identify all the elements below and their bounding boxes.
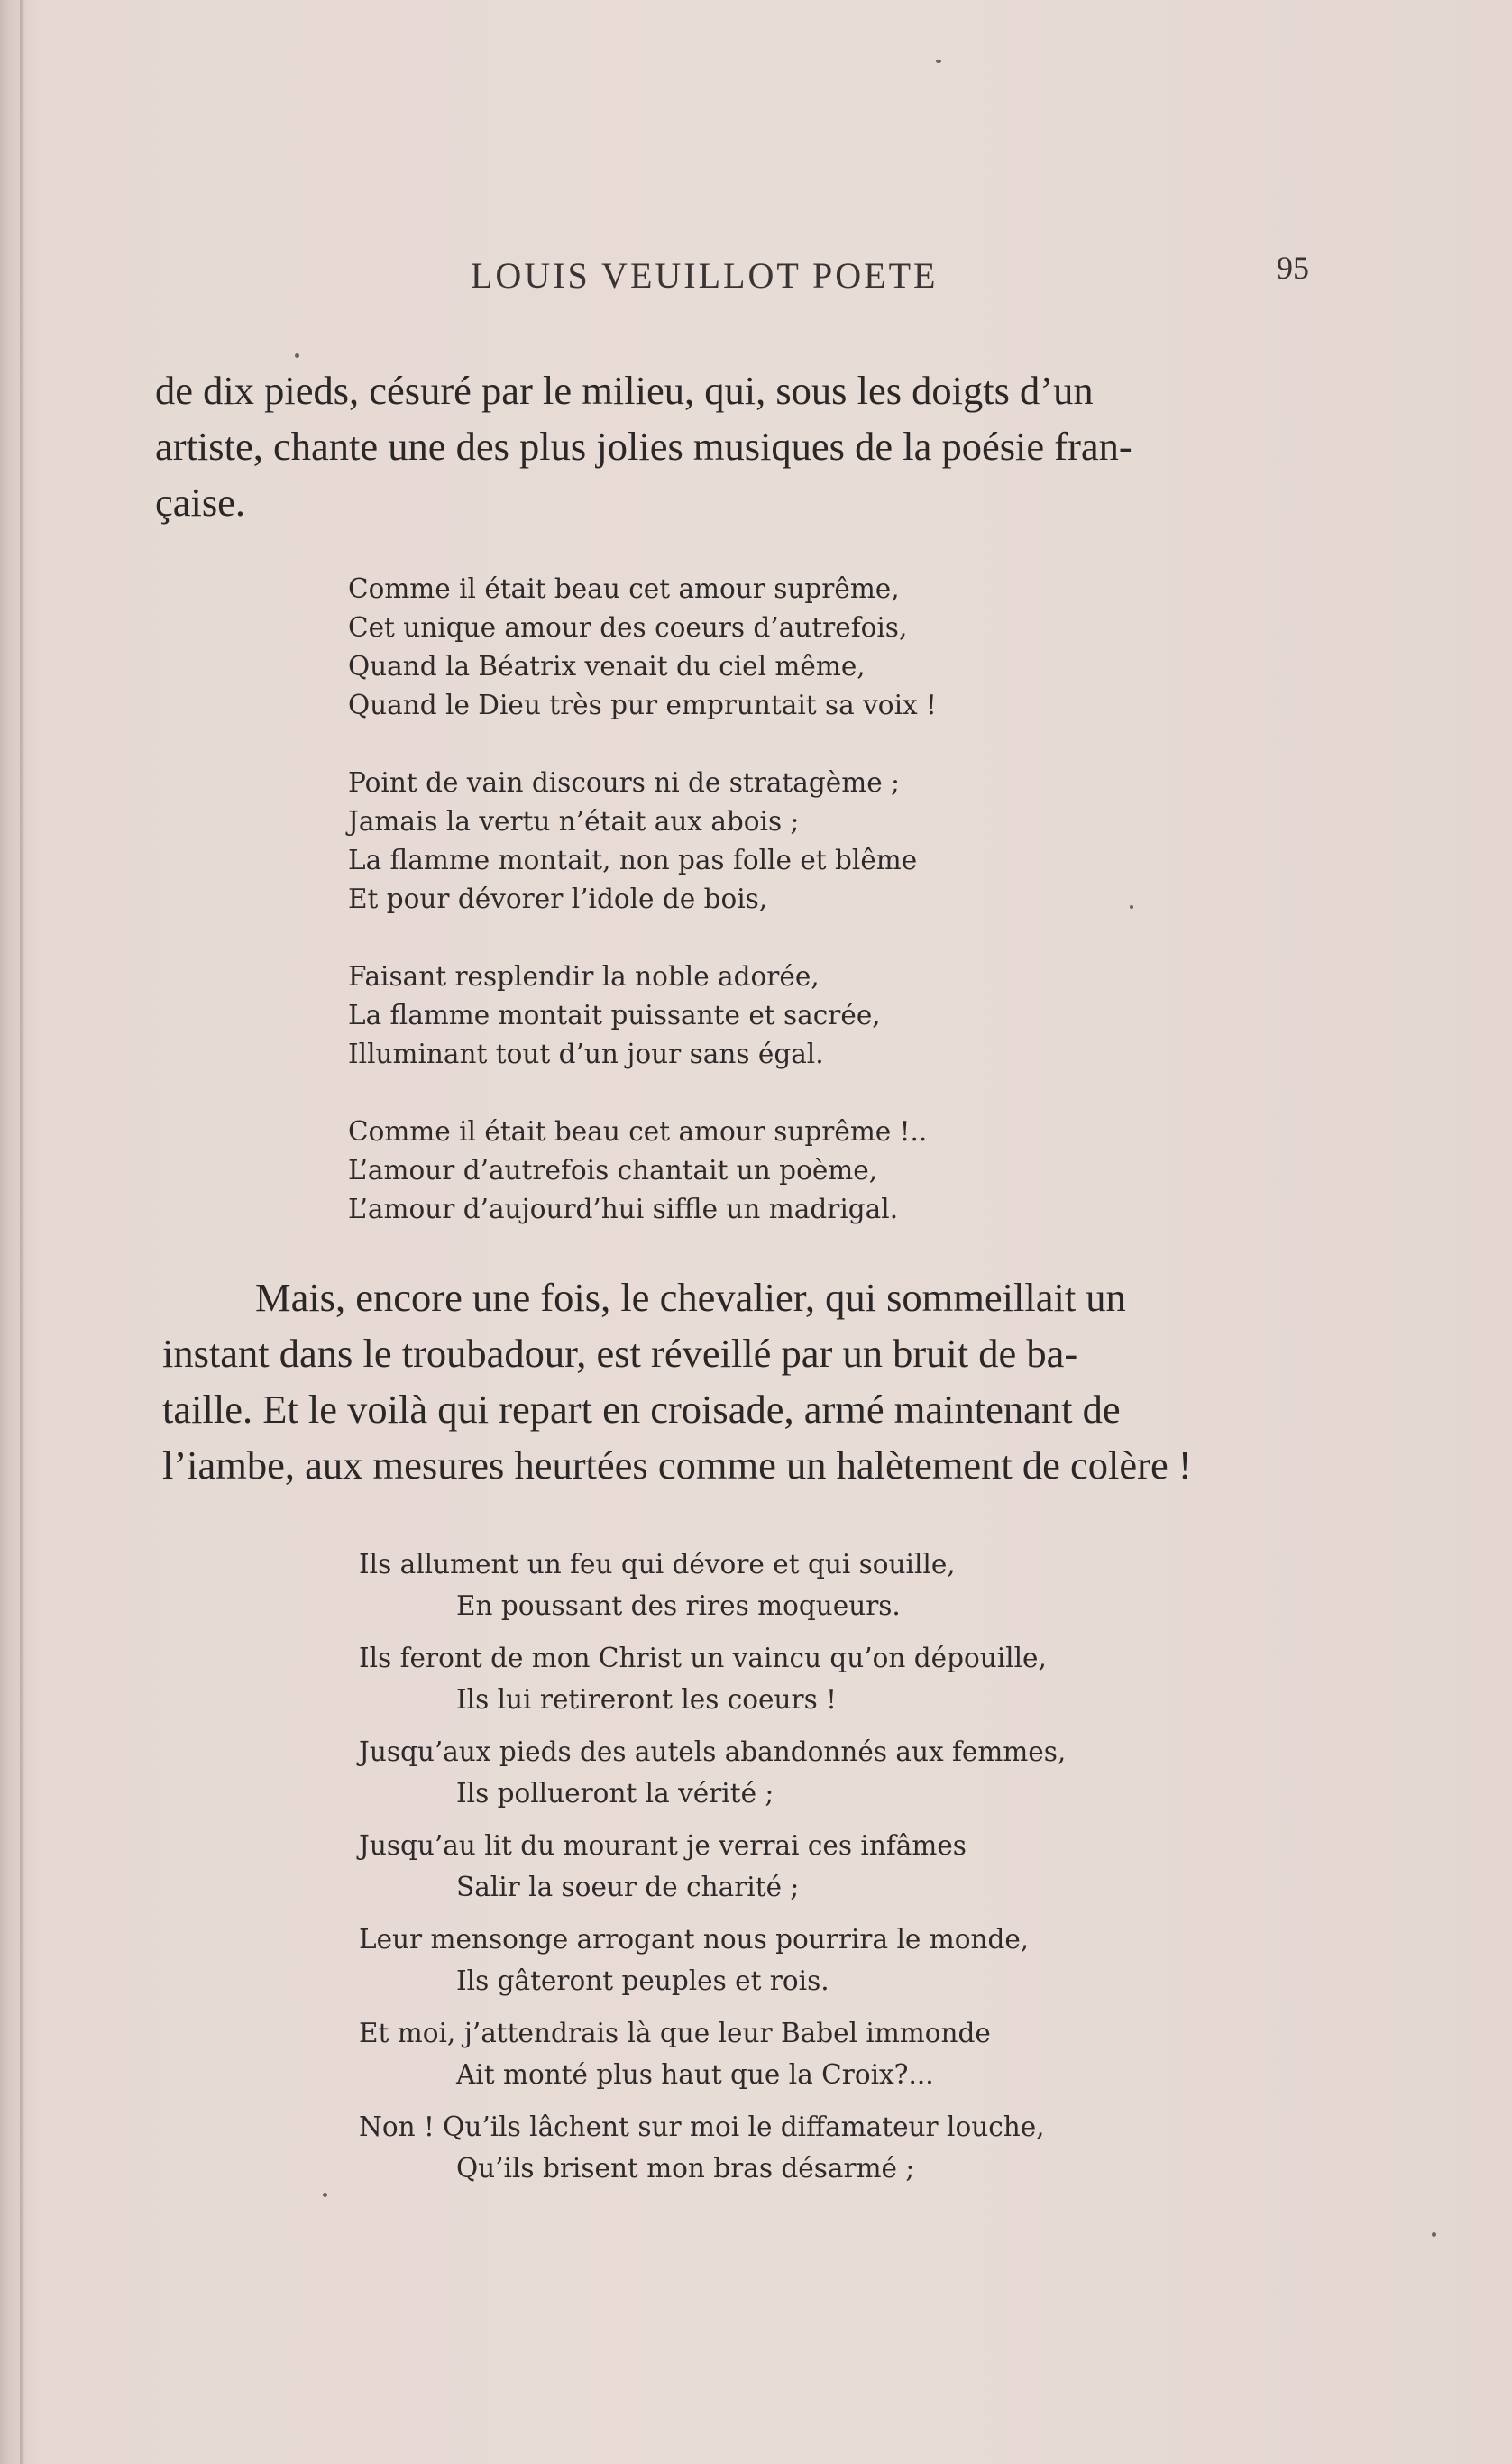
verse-line: Jusqu’au lit du mourant je verrai ces infâmes	[359, 1830, 967, 1861]
verse-line: En poussant des rires moqueurs.	[456, 1590, 901, 1621]
verse-line: L’amour d’aujourd’hui siffle un madrigal.	[348, 1194, 899, 1224]
running-head	[155, 250, 1309, 308]
verse-line: Illuminant tout d’un jour sans égal.	[348, 1039, 824, 1069]
prose-line: l’iambe, aux mesures heurtées comme un halètement de colère !	[162, 1443, 1192, 1488]
poem-stanza	[348, 764, 937, 919]
verse-couplet	[359, 1919, 1066, 2001]
verse-line: Jamais la vertu n’était aux abois ;	[348, 806, 800, 837]
prose-middle	[162, 1269, 1312, 1493]
prose-line: de dix pieds, césuré par le milieu, qui, sous les doigts d’un	[155, 368, 1094, 413]
poem-one	[348, 570, 937, 1268]
prose-line: instant dans le troubadour, est réveillé par un bruit de ba-	[162, 1331, 1078, 1376]
verse-line: Qu’ils brisent mon bras désarmé ;	[456, 2153, 915, 2184]
verse-couplet	[359, 1543, 1066, 1626]
verse-line: Non ! Qu’ils lâchent sur moi le diffamateur louche,	[359, 2111, 1045, 2142]
poem-stanza	[348, 570, 937, 725]
verse-line: Leur mensonge arrogant nous pourrira le monde,	[359, 1924, 1030, 1955]
verse-line: Et pour dévorer l’idole de bois,	[348, 884, 768, 914]
verse-line: Ils allument un feu qui dévore et qui souille,	[359, 1549, 956, 1580]
verse-line: Quand le Dieu très pur empruntait sa voix !	[348, 690, 937, 720]
verse-line: La flamme montait, non pas folle et blême	[348, 845, 918, 875]
verse-line: Et moi, j’attendrais là que leur Babel immonde	[359, 2018, 991, 2048]
verse-line: Quand la Béatrix venait du ciel même,	[348, 651, 866, 682]
verse-line: Ils feront de mon Christ un vaincu qu’on dépouille,	[359, 1643, 1047, 1673]
prose-line: Mais, encore une fois, le chevalier, qui sommeillait un	[255, 1275, 1126, 1320]
poem-stanza	[348, 1113, 937, 1229]
verse-line: Comme il était beau cet amour suprême,	[348, 573, 900, 604]
verse-line: La flamme montait puissante et sacrée,	[348, 1000, 881, 1030]
paper-speck	[936, 60, 941, 63]
verse-line: Ils pollueront la vérité ;	[456, 1778, 774, 1809]
verse-line: Salir la soeur de charité ;	[456, 1872, 800, 1902]
verse-line: Ait monté plus haut que la Croix?...	[456, 2059, 934, 2090]
poem-two	[359, 1543, 1066, 2200]
verse-couplet	[359, 2106, 1066, 2189]
running-title: LOUIS VEUILLOT POETE	[471, 255, 939, 296]
verse-line: Faisant resplendir la noble adorée,	[348, 961, 820, 992]
verse-line: Ils gâteront peuples et rois.	[456, 1965, 829, 1996]
page-number: 95	[1277, 250, 1309, 286]
paper-speck	[1432, 2232, 1436, 2237]
paper-speck	[1130, 905, 1133, 909]
poem-stanza	[348, 957, 937, 1074]
page-gutter-shadow	[20, 0, 25, 2464]
verse-couplet	[359, 1637, 1066, 1720]
verse-line: L’amour d’autrefois chantait un poème,	[348, 1155, 878, 1186]
prose-line: taille. Et le voilà qui repart en croisade, armé maintenant de	[162, 1387, 1121, 1432]
paper-speck	[295, 353, 299, 358]
verse-line: Cet unique amour des coeurs d’autrefois,	[348, 612, 908, 643]
verse-couplet	[359, 1731, 1066, 1814]
prose-line: artiste, chante une des plus jolies musiques de la poésie fran-	[155, 424, 1132, 469]
prose-intro	[155, 362, 1314, 530]
verse-line: Jusqu’aux pieds des autels abandonnés aux femmes,	[359, 1736, 1067, 1767]
verse-line: Ils lui retireront les coeurs !	[456, 1684, 837, 1715]
verse-line: Point de vain discours ni de stratagème ;	[348, 767, 900, 798]
verse-couplet	[359, 2012, 1066, 2095]
prose-line: çaise.	[155, 480, 246, 525]
paper-speck	[323, 2193, 327, 2197]
verse-line: Comme il était beau cet amour suprême !..	[348, 1116, 928, 1147]
verse-couplet	[359, 1825, 1066, 1908]
